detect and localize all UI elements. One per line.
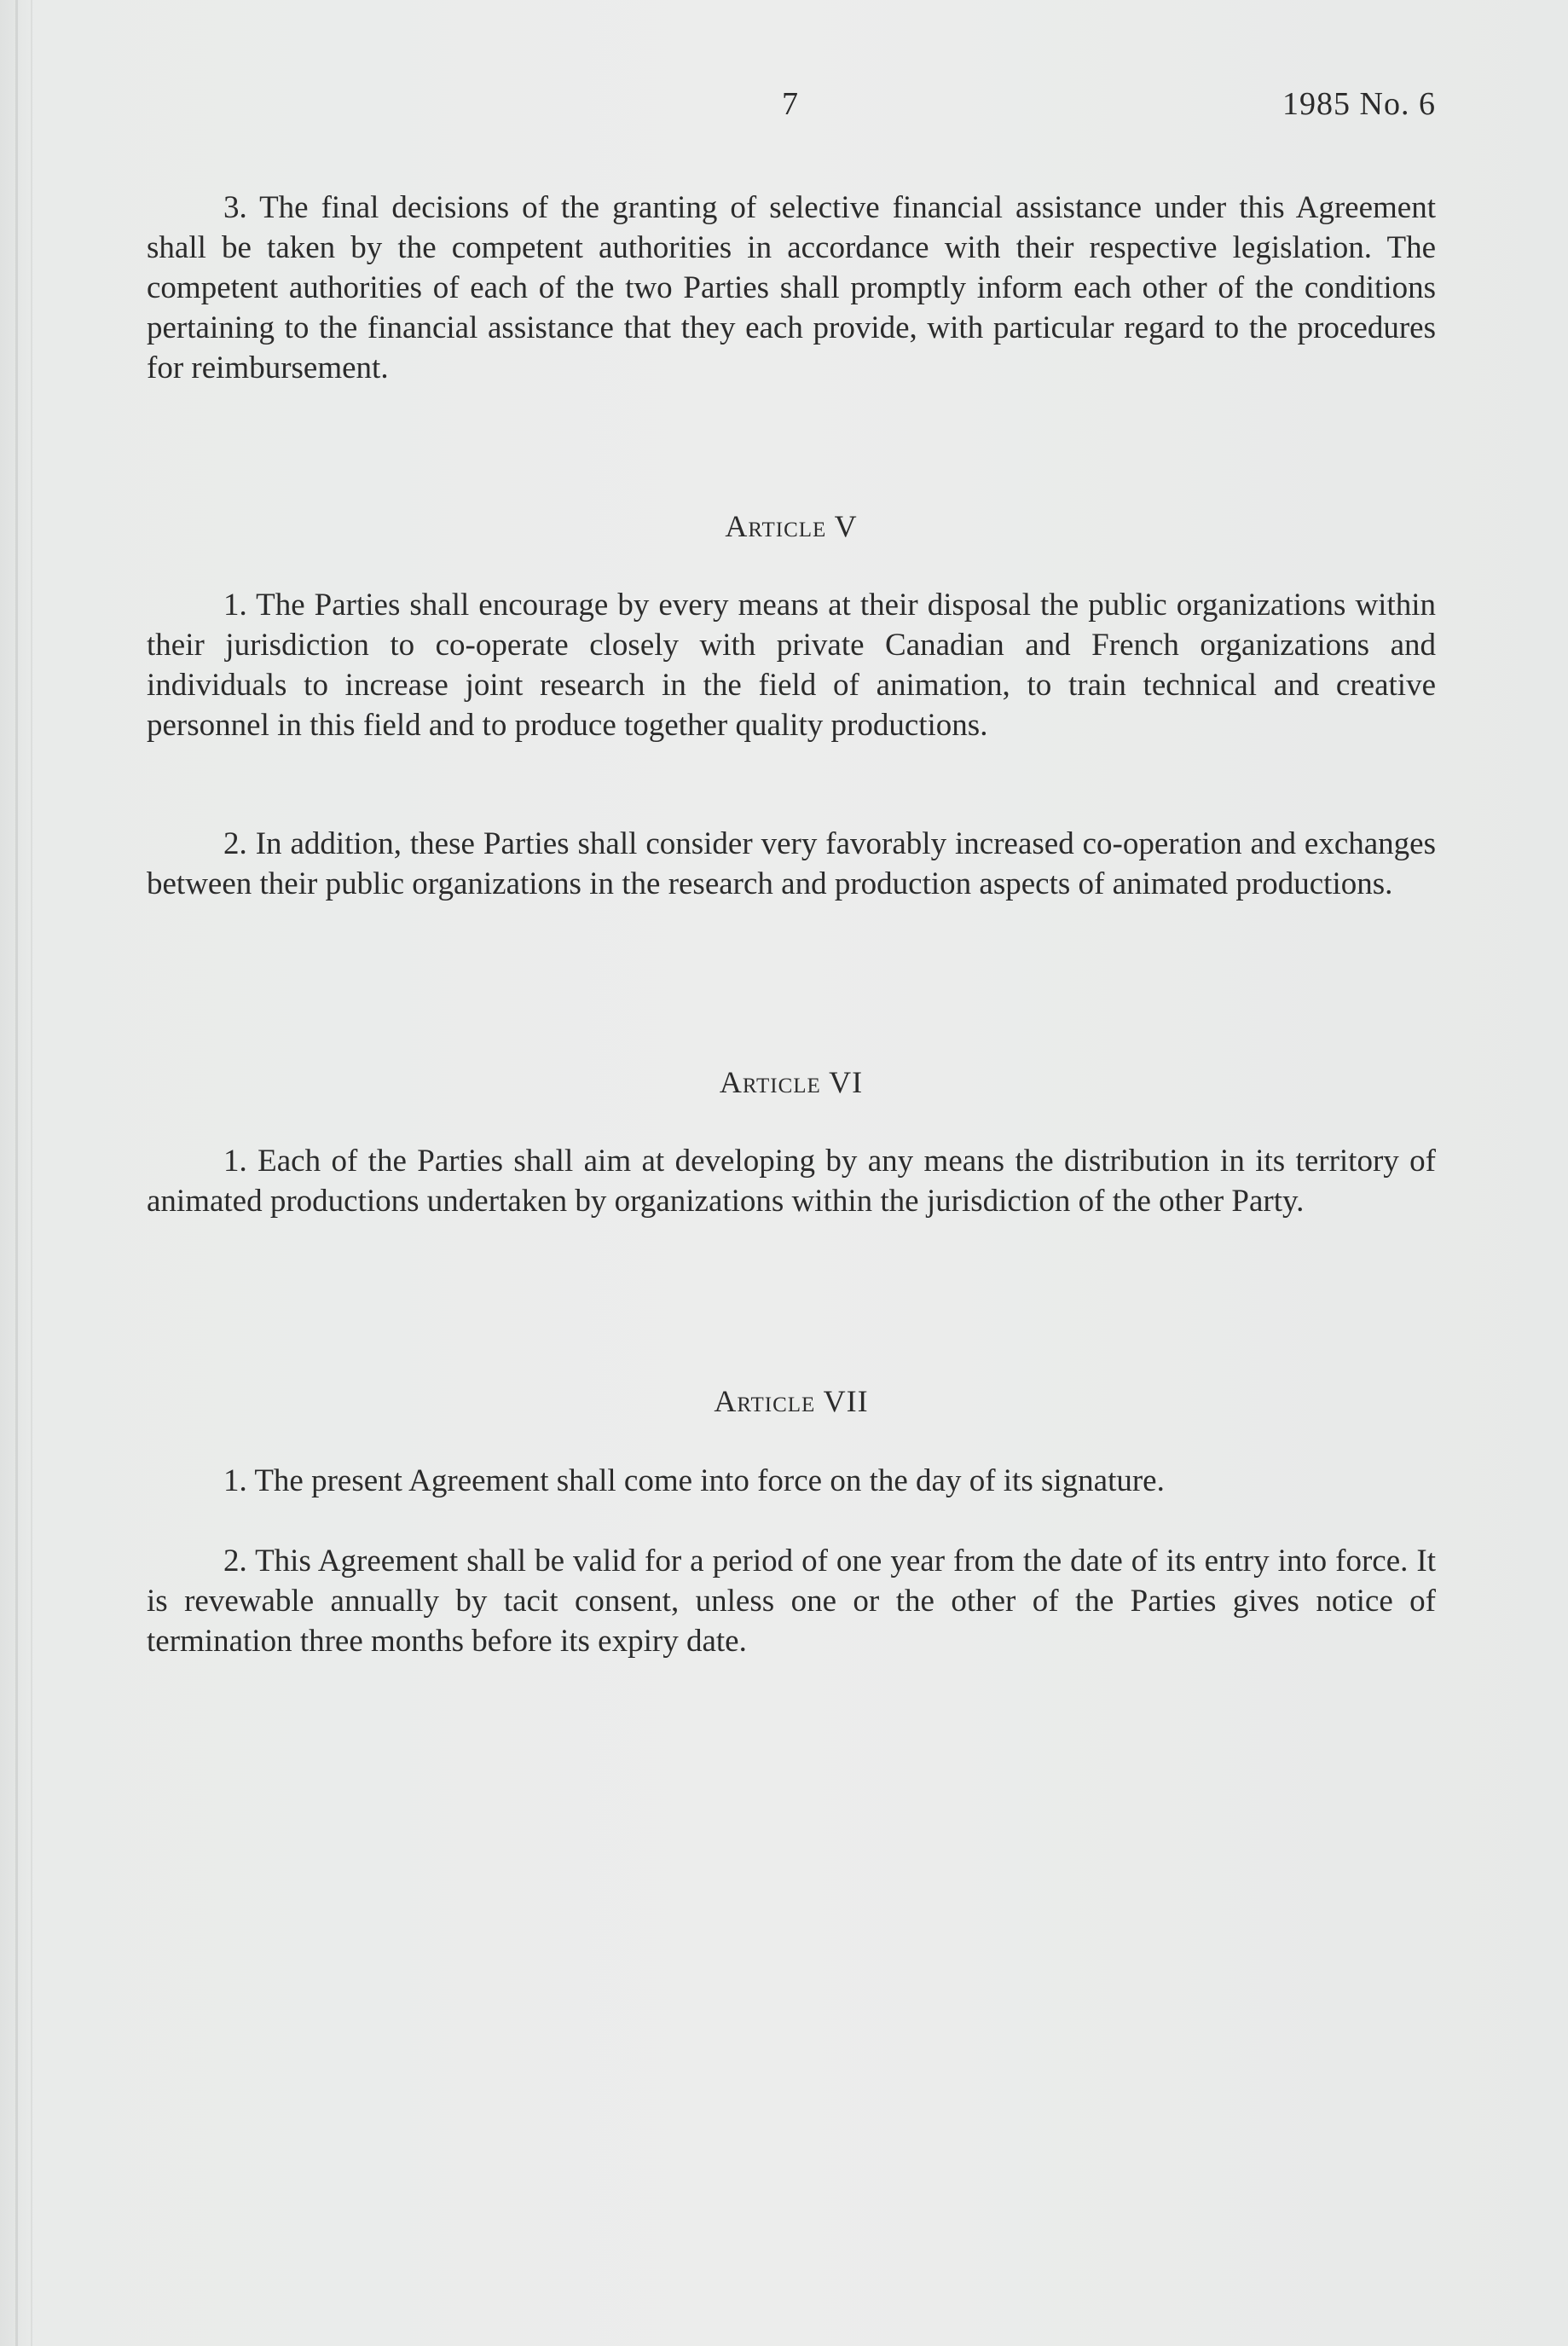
article-7-paragraph-2: 2. This Agreement shall be valid for a period of one year from the date of its entry into force. It is revewable annually by tacit consent, unless one or the other of the Parties gives notice of termination three months before its expiry date. [147, 1544, 1436, 1659]
article-7-heading: Article VII [714, 1384, 869, 1418]
article-5-heading: Article V [725, 509, 858, 543]
article-5-paragraph-2: 2. In addition, these Parties shall consider very favorably increased co-operation and exchanges between their public organizations in the research and production aspects of animated productions. [147, 826, 1436, 901]
binding-edge-shadow [31, 0, 32, 2346]
article-6-paragraph-1: 1. Each of the Parties shall aim at developing by any means the distribution in its territory of animated productions undertaken by organizations within the jurisdiction of the other Party. [147, 1144, 1436, 1219]
article-7-paragraph-1: 1. The present Agreement shall come into force on the day of its signature. [223, 1463, 1165, 1498]
issue-reference: 1985 No. 6 [1282, 86, 1436, 122]
article-4-paragraph-3: 3. The final decisions of the granting of selective financial assistance under this Agreement shall be taken by the competent authorities in accordance with their respective legislation. The competent authorities of each of the two Parties shall promptly inform each other of the conditions pertaining to the financial assistance that they each provide, with particular regard to the procedures for reimbursement. [147, 190, 1436, 385]
page-header [147, 85, 1436, 136]
article-6-heading: Article VI [719, 1065, 864, 1099]
binding-edge [15, 0, 18, 2346]
page-number: 7 [782, 86, 798, 122]
article-5-paragraph-1: 1. The Parties shall encourage by every means at their disposal the public organizations within their jurisdiction to co-operate closely with private Canadian and French organizations and individuals to increase joint research in the field of animation, to train technical and creative personnel in this field and to produce together quality productions. [147, 588, 1436, 743]
